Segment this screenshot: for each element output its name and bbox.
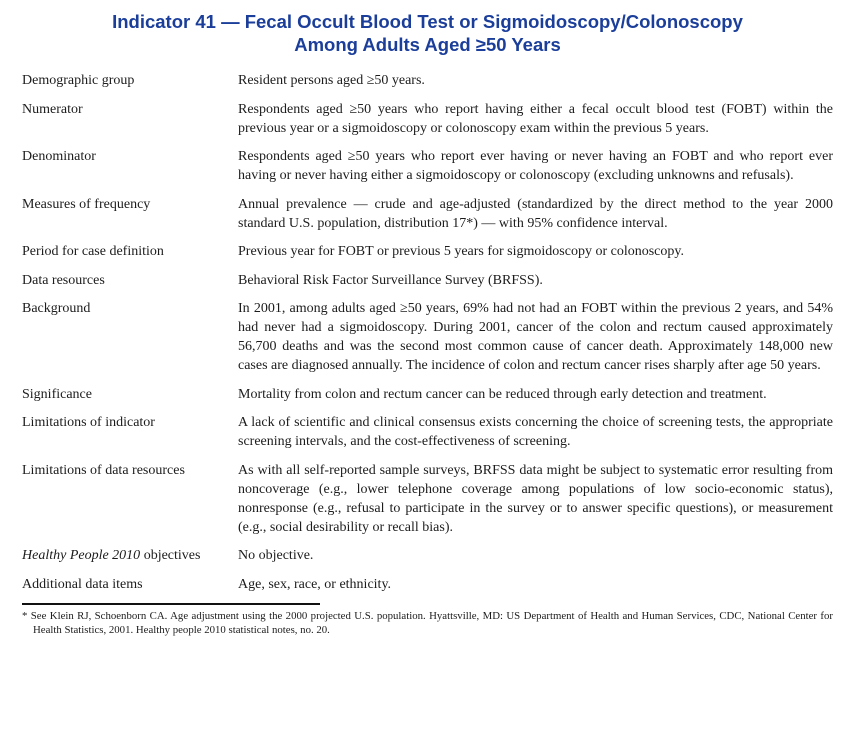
- page-title: [22, 10, 833, 56]
- definition-row: [22, 461, 833, 537]
- row-label: Data resources: [22, 272, 105, 288]
- row-value: Age, sex, race, or ethnicity.: [238, 576, 392, 592]
- row-label: Limitations of indicator: [22, 415, 155, 430]
- row-label: Healthy People 2010 objectives: [22, 548, 201, 563]
- row-value: Mortality from colon and rectum cancer can be reduced through early detection and treatment.: [238, 386, 767, 402]
- row-label: Period for case definition: [22, 244, 164, 259]
- row-label: Numerator: [22, 101, 83, 117]
- definition-list: [22, 71, 833, 594]
- row-label: Background: [22, 301, 91, 316]
- row-value: Resident persons aged ≥50 years.: [238, 73, 425, 88]
- definition-row: [22, 71, 833, 90]
- row-value: Respondents aged ≥50 years who report having either a fecal occult blood test (FOBT) within the previous year or a sigmoidoscopy or colonoscopy exam within the previous 5 years.: [238, 101, 833, 136]
- definition-row: [22, 147, 833, 185]
- row-value: Respondents aged ≥50 years who report ever having or never having an FOBT and who report ever having or never having either a sigmoidoscopy or colonoscopy (excluding unknowns and refusals).: [238, 149, 833, 183]
- definition-row: [22, 299, 833, 375]
- footnote-rule: [22, 603, 320, 605]
- row-label: Limitations of data resources: [22, 462, 185, 478]
- definition-row: [22, 413, 833, 451]
- definition-row: [22, 385, 833, 404]
- definition-row: [22, 242, 833, 261]
- footnote: * See Klein RJ, Schoenborn CA. Age adjustment using the 2000 projected U.S. population. Hyattsville, MD: US Department of Health and Human Services, CDC, National Center for Health Statistics, 2001. Healthy people 2010 statistical notes, no. 20.: [22, 610, 833, 636]
- page-title-line2: Among Adults Aged ≥50 Years: [294, 34, 561, 55]
- definition-row: [22, 546, 833, 565]
- definition-row: [22, 100, 833, 138]
- row-label: Demographic group: [22, 73, 135, 88]
- page-title-line1: Indicator 41 — Fecal Occult Blood Test or Sigmoidoscopy/Colonoscopy: [112, 11, 743, 32]
- row-value: Previous year for FOBT or previous 5 years for sigmoidoscopy or colonoscopy.: [238, 244, 684, 259]
- row-value: No objective.: [238, 548, 314, 563]
- definition-row: [22, 195, 833, 233]
- row-label: Additional data items: [22, 576, 143, 592]
- row-value: In 2001, among adults aged ≥50 years, 69% had not had an FOBT within the previous 2 years, and 54% had never had a sigmoidoscopy. During 2001, cancer of the colon and rectum caused approximately 56,700 deaths and was the second most common cause of cancer death. Approximately 148,000 new cases are diagnosed annually. The incidence of colon and rectum cancer rises sharply after age 50 years.: [238, 301, 833, 373]
- row-value: Annual prevalence — crude and age-adjusted (standardized by the direct method to the year 2000 standard U.S. population, distribution 17*) — with 95% confidence interval.: [238, 196, 833, 231]
- row-value: As with all self-reported sample surveys, BRFSS data might be subject to systematic error resulting from noncoverage (e.g., lower telephone coverage among populations of low socio-economic status), nonresponse (e.g., refusal to participate in the survey or to answer specific questions), or measurement (e.g., social desirability or recall bias).: [238, 462, 833, 535]
- definition-row: [22, 575, 833, 594]
- row-value: A lack of scientific and clinical consensus exists concerning the choice of screening tests, the appropriate screening intervals, and the cost-effectiveness of screening.: [238, 415, 833, 449]
- row-value: Behavioral Risk Factor Surveillance Survey (BRFSS).: [238, 272, 543, 288]
- row-label: Measures of frequency: [22, 196, 151, 212]
- definition-row: [22, 271, 833, 290]
- row-label: Denominator: [22, 149, 96, 164]
- row-label: Significance: [22, 386, 92, 402]
